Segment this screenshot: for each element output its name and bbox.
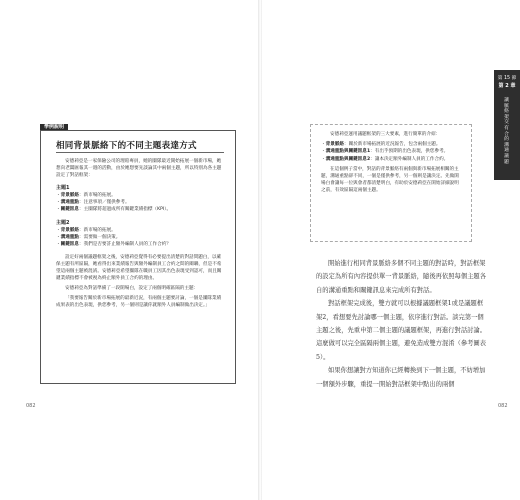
example-tag: 學例說明 [40,124,68,131]
note-item: ・背景脈絡：關於新市場拓展的近況報告，包含兩個主題。 [321,142,441,148]
main-paragraph: 對話框架完成後，雙方就可以根據議題框架1或是議題框架2，看想要先討論哪一個主題，依序進行對話。談完第一個主題之後，先重申第二個主題的議題框架，再進行對話討論。這麼做可以完全區隔兩個主題，避免造成雙方混淆（參考圖表5）。 [316,300,487,361]
item-key: 背景脈絡 [325,142,344,148]
note-intro: 安德莉亞運用議題框架的三大要素，進行簡單的介紹： [330,132,441,137]
left-page [0,0,258,500]
topic2-list [56,227,224,248]
item-text: ：新市場的拓展。 [79,227,116,233]
example-box [40,130,236,384]
intro-paragraph: 安德莉亞是一家保險公司的理賠專員，她的團隊最近開始拓展一個新市場，她想向老闆匯報其一週的活動，由於她想要先談論其中兩個主題，所以特別為各主題設定了對話框架： [56,159,222,179]
chapter-tab [494,70,520,180]
item-text: ：主團隊將超過成所有關鍵業績指標（KPI）。 [79,207,172,213]
page-number: 082 [26,403,36,409]
item-key: 背景脈絡 [60,193,79,199]
item-text: ：關於新市場拓展的近況報告，包含兩個主題。 [344,142,441,148]
quote-paragraph: 「我要報告關於新市場拓展的最新近況，有兩個主題要討論，一個是團隊業績成果表的出色表現，供您參考，另一個則是讓你就額外人員編制做出決定。」 [56,296,222,309]
item-key: 背景脈絡 [60,227,79,233]
topic2-item: ・溝通重點：需要做一個決策。 [56,234,121,240]
main-body-text [316,257,488,391]
topic2-item: ・背景脈絡：新市場的拓展。 [56,227,116,233]
note-box [310,124,472,242]
note-list [321,141,463,163]
topic2-heading: 主題2 [56,219,70,226]
note-item: ・溝通重點與關鍵訊息1：有出乎預期的出色表現，供您參考。 [321,149,449,155]
note-body [321,131,463,195]
main-paragraph: 開始進行相同背景脈絡多個不同主題的對話時，對話框架的設定為所有內容提供單一背景脈絡，隨後再依照每個主題各自的溝通重點和關鍵訊息來完成所有對話。 [316,260,487,294]
item-text: ：讓本決定額外編制人員的工作合約。 [370,156,449,162]
chapter-title-vertical: 讓脈絡架交有合的溝通議題 [504,98,509,165]
title-divider [56,152,224,153]
item-text: ：我們是否要許止額外編制人員的工作合約？ [79,241,171,247]
item-key: 溝通重點與關鍵訊息2 [325,156,371,162]
topic1-item: ・背景脈絡：新市場的拓展。 [56,193,116,199]
item-text: ：注意事項／僅供參考。 [79,200,130,206]
page-number: 082 [498,403,508,409]
topic1-item: ・溝通重點：注意事項／僅供參考。 [56,200,130,206]
topic1-heading: 主題1 [56,185,70,192]
item-key: 溝通重點與關鍵訊息1 [325,149,371,155]
box-body [56,158,224,313]
item-text: ：有出乎預期的出色表現，供您參考。 [370,149,449,155]
item-key: 關鍵訊息 [60,207,79,213]
item-key: 溝通重點 [60,200,79,206]
chapter-number: 第 2 章 [498,83,516,89]
main-paragraph: 如果你想讓對方知道你已經轉換到下一個主題，不妨增加一個額外步驟，重提一開始對話框架中點出的兩個 [316,367,486,388]
chapter-section: 第 15 節 [497,76,517,81]
box-title: 相同背景脈絡下的不同主題表達方式 [56,141,197,151]
item-text: ：需要做一個決策。 [79,234,121,240]
item-text: ：新市場的拓展。 [79,193,116,199]
right-page [262,0,520,500]
note-paragraph: 在這個例子當中，對話的背景脈絡有兩個與新市場拓展相關的主題，溝通重點卻不同，一個是僅供參考，另一個則是讓決定。先做開場白會讓每一位與會者都清楚明白，有助於安德莉亞在開始詳細說明之前，有效區隔這兩個主題。 [321,166,459,194]
item-key: 溝通重點 [60,234,79,240]
topic1-list [56,192,224,213]
note-item: ・溝通重點與關鍵訊息2：讓本決定額外編制人員的工作合約。 [321,156,449,162]
body-paragraph: 設定好兩個議題框架之後，安德莉亞覺得有必要提出清楚的對話問題白，以確保主題有所區隔，她看得出來業績報告與額外編制員工合約之間的關聯，但是不希望這兩個主題被混淆。安德莉亞希望團隊在職員工因其出色表現受到認可，而且關鍵業績指標不會被視為終止額外員工合約的理由。 [56,254,222,282]
item-key: 關鍵訊息 [60,241,79,247]
topic1-item: ・關鍵訊息：主團隊將超過成所有關鍵業績指標（KPI）。 [56,207,172,213]
topic2-item: ・關鍵訊息：我們是否要許止額外編制人員的工作合約？ [56,241,171,247]
body-paragraph: 安德莉亞為對話準備了一段開場白，設定了兩個明確區隔的主題： [65,286,199,292]
